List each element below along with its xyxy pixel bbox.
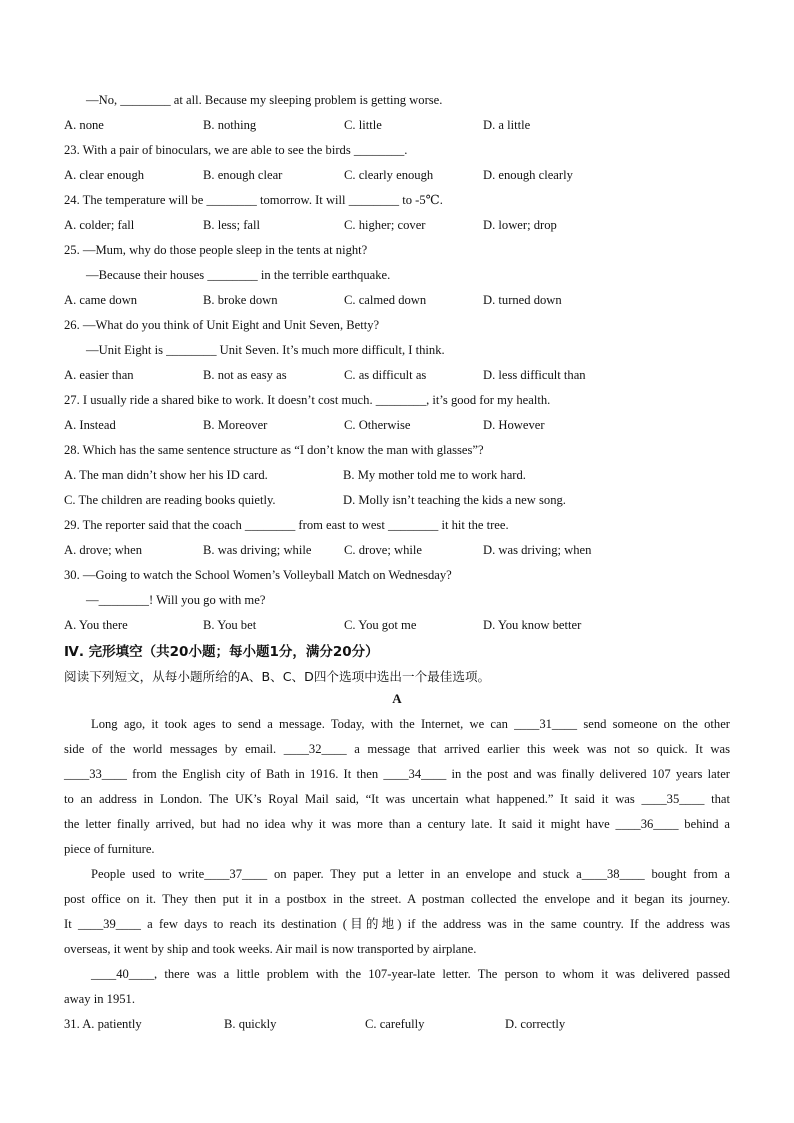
q24-stem: 24. The temperature will be ________ tomorrow. It will ________ to -5℃. bbox=[64, 193, 443, 207]
q25-option-b: B. broke down bbox=[203, 293, 278, 307]
passage-line: Long ago, it took ages to send a message. Today, with the Internet, we can ____31____ send someone on the other bbox=[91, 717, 730, 731]
q28-option-b: B. My mother told me to work hard. bbox=[343, 468, 526, 482]
q29-option-d: D. was driving; when bbox=[483, 543, 592, 557]
q26-stem: 26. —What do you think of Unit Eight and Unit Seven, Betty? bbox=[64, 318, 380, 332]
q23-option-c: C. clearly enough bbox=[344, 168, 434, 182]
q24-option-a: A. colder; fall bbox=[64, 218, 135, 232]
q22-option-d: D. a little bbox=[483, 118, 531, 132]
q28-option-a: A. The man didn’t show her his ID card. bbox=[64, 468, 268, 482]
q31-option-d: D. correctly bbox=[505, 1017, 566, 1031]
passage-line: the letter finally arrived, but had no idea why it was more than a century late. It said it might have ____36____ behind a bbox=[64, 817, 730, 831]
q24-option-c: C. higher; cover bbox=[344, 218, 426, 232]
q26-option-d: D. less difficult than bbox=[483, 368, 586, 382]
section-heading: Ⅳ. 完形填空（共20小题；每小题1分，满分20分） bbox=[64, 644, 379, 660]
passage-line: overseas, it went by ship and took weeks. Air mail is now transported by airplane. bbox=[64, 942, 477, 956]
q27-option-b: B. Moreover bbox=[203, 418, 268, 432]
q22-option-b: B. nothing bbox=[203, 118, 257, 132]
passage-line: ____40____, there was a little problem with the 107-year-late letter. The person to whom it was delivered passed bbox=[91, 967, 730, 981]
q27-stem: 27. I usually ride a shared bike to work. It doesn’t cost much. ________, it’s good for my health. bbox=[64, 393, 551, 407]
q27-option-c: C. Otherwise bbox=[344, 418, 411, 432]
passage-line: side of the world messages by email. ____32____ a message that arrived earlier this week was not so quick. It was bbox=[64, 742, 730, 756]
q31-option-a: 31. A. patiently bbox=[64, 1017, 142, 1031]
passage-line: post office on it. They then put it in a postbox in the street. A postman collected the envelope and it began its journey. bbox=[64, 892, 730, 906]
q25-option-a: A. came down bbox=[64, 293, 138, 307]
q26-option-b: B. not as easy as bbox=[203, 368, 287, 382]
q27-option-d: D. However bbox=[483, 418, 545, 432]
q29-option-a: A. drove; when bbox=[64, 543, 142, 557]
q29-option-c: C. drove; while bbox=[344, 543, 422, 557]
passage-line: away in 1951. bbox=[64, 992, 135, 1006]
q28-option-d: D. Molly isn’t teaching the kids a new song. bbox=[343, 493, 566, 507]
q31-option-c: C. carefully bbox=[365, 1017, 425, 1031]
q23-option-b: B. enough clear bbox=[203, 168, 283, 182]
q24-option-b: B. less; fall bbox=[203, 218, 261, 232]
q30-option-d: D. You know better bbox=[483, 618, 582, 632]
q25-answer-line: —Because their houses ________ in the terrible earthquake. bbox=[86, 268, 391, 282]
q23-option-a: A. clear enough bbox=[64, 168, 145, 182]
q26-option-a: A. easier than bbox=[64, 368, 134, 382]
q31-option-b: B. quickly bbox=[224, 1017, 277, 1031]
q23-option-d: D. enough clearly bbox=[483, 168, 573, 182]
q27-option-a: A. Instead bbox=[64, 418, 116, 432]
q30-option-b: B. You bet bbox=[203, 618, 257, 632]
passage-line: to an address in London. The UK’s Royal Mail said, “It was uncertain what happened.” It said it was ____35____ that bbox=[64, 792, 730, 806]
q30-answer-line: —________! Will you go with me? bbox=[86, 593, 266, 607]
passage-line: ____33____ from the English city of Bath in 1916. It then ____34____ in the post and was finally delivered 107 years later bbox=[64, 767, 730, 781]
q25-option-d: D. turned down bbox=[483, 293, 562, 307]
q25-stem: 25. —Mum, why do those people sleep in the tents at night? bbox=[64, 243, 368, 257]
q29-option-b: B. was driving; while bbox=[203, 543, 312, 557]
q29-stem: 29. The reporter said that the coach ________ from east to west ________ it hit the tree. bbox=[64, 518, 509, 532]
q22-option-a: A. none bbox=[64, 118, 104, 132]
q22-option-c: C. little bbox=[344, 118, 382, 132]
passage-line: It ____39____ a few days to reach its destination (目的地) if the address was in the same country. If the address was bbox=[64, 917, 730, 931]
q28-stem: 28. Which has the same sentence structure as “I don’t know the man with glasses”? bbox=[64, 443, 484, 457]
q22-answer-line: —No, ________ at all. Because my sleeping problem is getting worse. bbox=[86, 93, 443, 107]
q26-option-c: C. as difficult as bbox=[344, 368, 427, 382]
q23-stem: 23. With a pair of binoculars, we are able to see the birds ________. bbox=[64, 143, 408, 157]
q30-option-a: A. You there bbox=[64, 618, 128, 632]
q30-option-c: C. You got me bbox=[344, 618, 417, 632]
passage-line: piece of furniture. bbox=[64, 842, 155, 856]
q25-option-c: C. calmed down bbox=[344, 293, 427, 307]
passage-line: People used to write____37____ on paper. They put a letter in an envelope and stuck a____38____ bought from a bbox=[91, 867, 730, 881]
section-instruction: 阅读下列短文，从每小题所给的A、B、C、D四个选项中选出一个最佳选项。 bbox=[64, 669, 491, 684]
q26-answer-line: —Unit Eight is ________ Unit Seven. It’s much more difficult, I think. bbox=[86, 343, 445, 357]
q28-option-c: C. The children are reading books quietly. bbox=[64, 493, 276, 507]
passage-label: A bbox=[392, 691, 402, 706]
q24-option-d: D. lower; drop bbox=[483, 218, 557, 232]
q30-stem: 30. —Going to watch the School Women’s Volleyball Match on Wednesday? bbox=[64, 568, 452, 582]
